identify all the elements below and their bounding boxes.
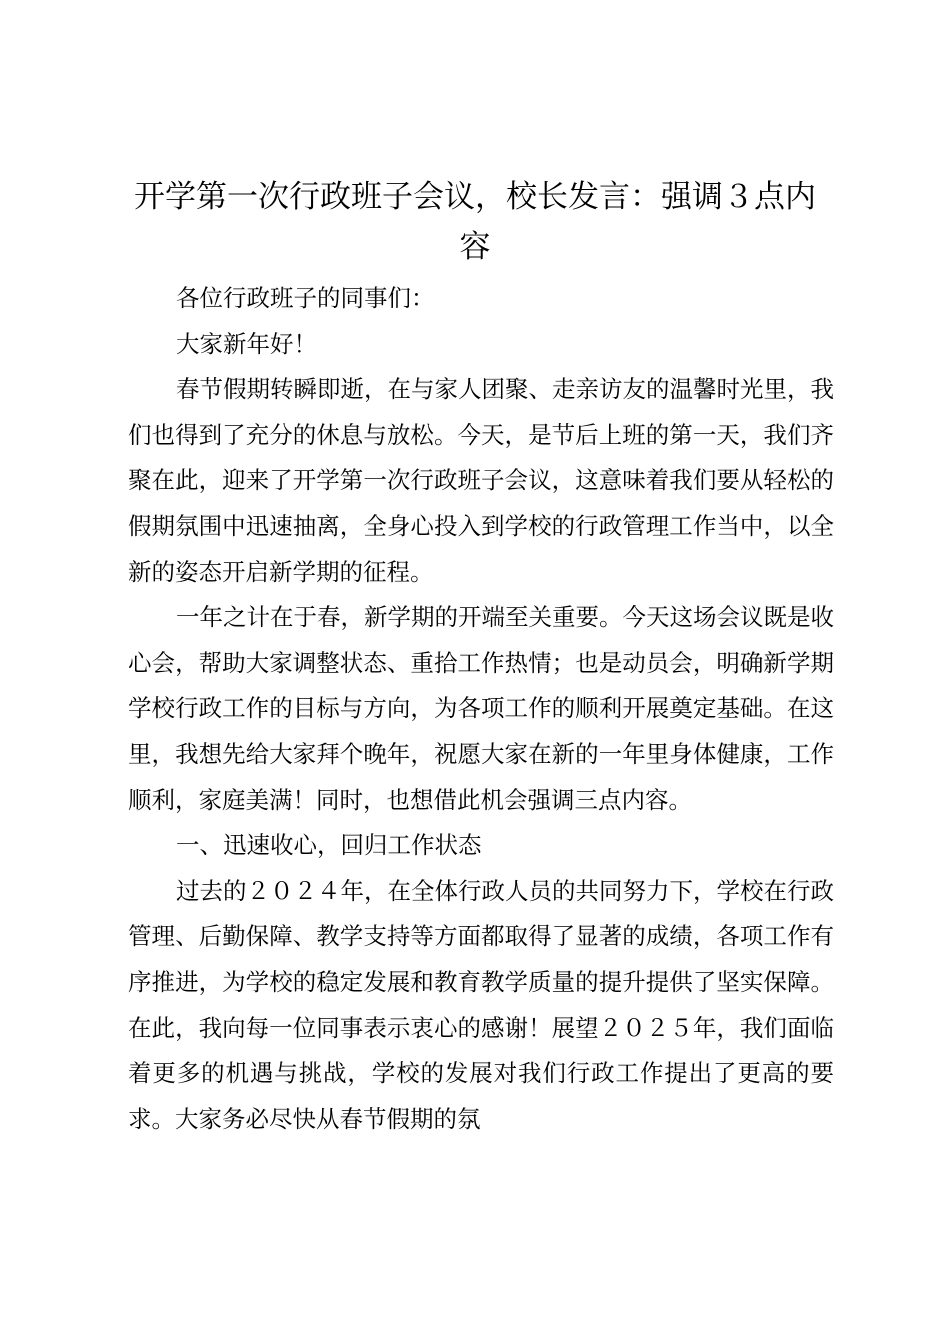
paragraph-purpose: 一年之计在于春，新学期的开端至关重要。今天这场会议既是收心会，帮助大家调整状态、重拾工作热情；也是动员会，明确新学期学校行政工作的目标与方向，为各项工作的顺利开展奠定基础。在这里，我想先给大家拜个晚年，祝愿大家在新的一年里身体健康，工作顺利，家庭美满！同时，也想借此机会强调三点内容。 [128,603,834,814]
document-title: 开学第一次行政班子会议，校长发言：强调３点内容 [134,179,816,265]
paragraph-intro: 春节假期转瞬即逝，在与家人团聚、走亲访友的温馨时光里，我们也得到了充分的休息与放松。今天，是节后上班的第一天，我们齐聚在此，迎来了开学第一次行政班子会议，这意味着我们要从轻松的假期氛围中迅速抽离，全身心投入到学校的行政管理工作当中，以全新的姿态开启新学期的征程。 [128,375,834,586]
greeting: 大家新年好！ [176,329,317,358]
document-body [128,276,834,1142]
paragraph-review: 过去的２０２４年，在全体行政人员的共同努力下，学校在行政管理、后勤保障、教学支持等方面都取得了显著的成绩，各项工作有序推进，为学校的稳定发展和教育教学质量的提升提供了坚实保障。在此，我向每一位同事表示衷心的感谢！展望２０２５年，我们面临着更多的机遇与挑战，学校的发展对我们行政工作提出了更高的要求。大家务必尽快从春节假期的氛 [128,876,834,1133]
section-heading-1: 一、迅速收心，回归工作状态 [176,831,482,860]
salutation: 各位行政班子的同事们： [176,284,435,312]
